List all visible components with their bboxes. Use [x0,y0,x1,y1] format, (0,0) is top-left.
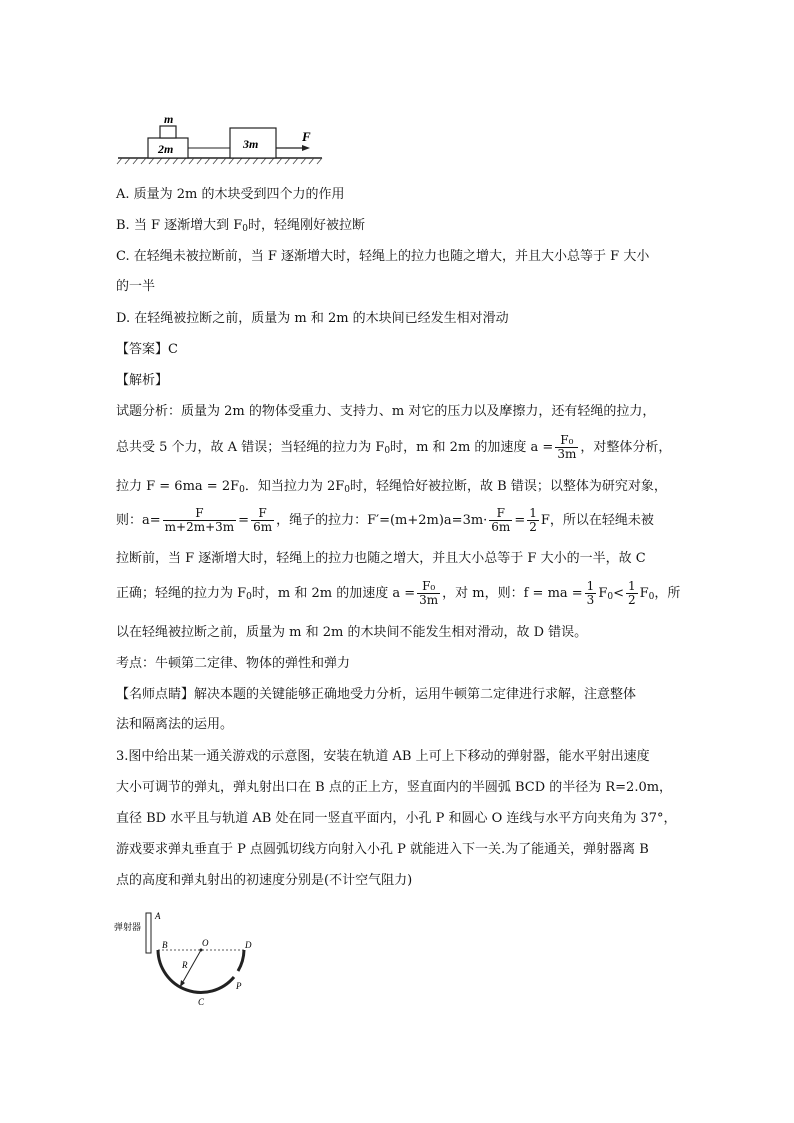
q3-line-1: 3.图中给出某一通关游戏的示意图，安装在轨道 AB 上可上下移动的弹射器，能水平射出速度 [116,749,650,764]
launcher-figure [112,905,272,1010]
analysis-heading: 【解析】 [116,373,169,388]
launcher-rail [146,913,151,953]
analysis-line-5: 拉断前，当 F 逐渐增大时，轻绳上的拉力也随之增大，并且大小总等于 F 大小的一半，故 C [116,551,646,566]
label-B: B [162,940,168,950]
kaodian: 考点：牛顿第二定律、物体的弹性和弹力 [116,656,351,671]
block-m [160,126,176,138]
q3-line-5: 点的高度和弹丸射出的初速度分别是(不计空气阻力) [116,873,413,888]
option-c-line2: 的一半 [116,279,156,294]
option-d: D. 在轻绳被拉断之前，质量为 m 和 2m 的木块间已经发生相对滑动 [116,311,509,326]
option-a: A. 质量为 2m 的木块受到四个力的作用 [116,187,345,202]
arc-PD [238,950,244,971]
answer: 【答案】C [116,342,178,357]
label-C: C [198,997,205,1007]
arc-BC [158,950,234,992]
label-A: A [155,911,161,921]
fraction-F0-3m: $\frac{\text{F₀}}{3m}$ [557,433,577,461]
label-R: R [182,960,188,970]
blocks-figure [116,108,326,170]
analysis-line-4: 则：a= $\frac{F}{m+2m+3m}$ = $\frac{F}{6m}$ ，绳子的拉力：F′=(m+2m)a=3m· $\frac{F}{6m}$ = $\frac{1}{2}$ F，所以在轻绳未被 [116,506,654,534]
teacher-note-line1: 【名师点睛】解决本题的关键能够正确地受力分析，运用牛顿第二定律进行求解，注意整体 [116,687,637,702]
label-F: F [302,129,311,144]
label-2m: 2m [158,142,174,156]
label-D: D [245,940,252,950]
analysis-line-2: 总共受 5 个力，故 A 错误；当轻绳的拉力为 $F_0$时，m 和 2m 的加速度 a = $\frac{\text{F₀}}{3m}$ ，对整体分析， [116,433,672,461]
label-launcher: 弹射器 [114,923,142,933]
q3-line-3: 直径 BD 水平且与轨道 AB 处在同一竖直平面内，小孔 P 和圆心 O 连线与水平方向夹角为 37°， [116,811,677,826]
option-c-line1: C. 在轻绳未被拉断前，当 F 逐渐增大时，轻绳上的拉力也随之增大，并且大小总等于 F 大小 [116,249,650,264]
analysis-line-1: 试题分析：质量为 2m 的物体受重力、支持力、m 对它的压力以及摩擦力，还有轻绳的拉力， [116,404,656,419]
q3-line-2: 大小可调节的弹丸，弹丸射出口在 B 点的正上方，竖直面内的半圆弧 BCD 的半径为 R=2.0m， [116,780,673,795]
analysis-line-7: 以在轻绳被拉断之前，质量为 m 和 2m 的木块间不能发生相对滑动，故 D 错误。 [116,625,588,640]
label-3m: 3m [243,137,259,151]
label-O: O [202,938,209,948]
teacher-note-line2: 法和隔离法的运用。 [116,717,234,732]
analysis-line-3: 拉力 $F = 6ma = 2F_0$．知当拉力为 $2F_0$时，轻绳恰好被拉断，故 B 错误；以整体为研究对象， [116,479,667,495]
label-m: m [164,112,174,126]
analysis-line-6: 正确；轻绳的拉力为 $F_0$时，m 和 2m 的加速度 a = $\frac{\text{F₀}}{3m}$ ，对 m，则：f = ma = $\frac{1}{3}$ $F_0<$ $\frac{1}{2}$ $F_0$，所 [116,579,681,607]
label-P: P [236,981,242,991]
option-b: B. 当 F 逐渐增大到 $F_0$时，轻绳刚好被拉断 [116,218,366,234]
q3-line-4: 游戏要求弹丸垂直于 P 点圆弧切线方向射入小孔 P 就能进入下一关.为了能通关，弹射器离 B [116,842,649,857]
